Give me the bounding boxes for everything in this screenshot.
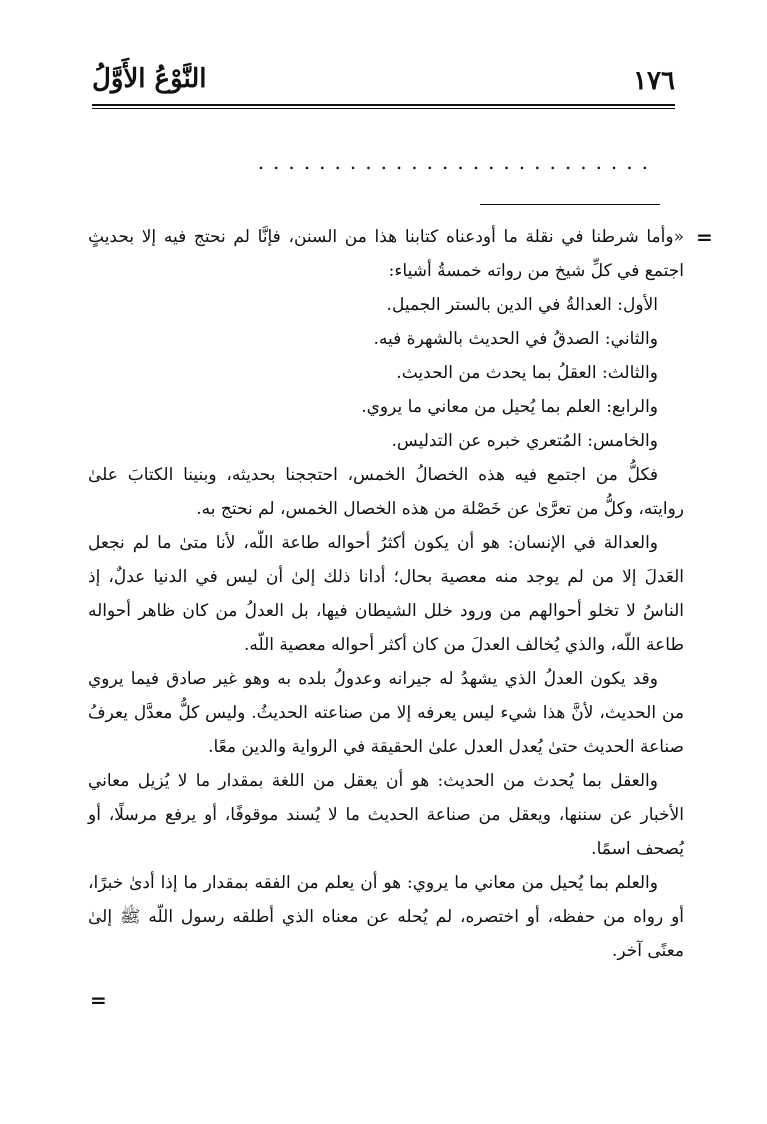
- paragraph: والعدالة في الإنسان: هو أن يكون أكثرُ أحواله طاعة اللّه، لأنا متىٰ ما لم نجعل العَدلَ إلا من لم يوجد منه معصية بحال؛ أدانا ذلك إلىٰ أن ليس في الدنيا عدلٌ، إذ الناسُ لا تخلو أحوالهم من ورود خلل الشيطان فيها، بل العدلُ من كان ظاهر أحواله طاعة اللّه، والذي يُخالف العدلَ من كان أكثر أحواله معصية اللّه.: [88, 533, 684, 655]
- page-header: [92, 58, 675, 106]
- list-item: والرابع: العلم بما يُحيل من معاني ما يروي.: [361, 397, 658, 417]
- chapter-title: النَّوْعُ الأَوَّلُ: [92, 64, 207, 94]
- list-item: والثالث: العقلُ بما يحدث من الحديث.: [396, 363, 658, 383]
- list-item: الأول: العدالةُ في الدين بالستر الجميل.: [386, 295, 658, 315]
- continuation-marker-end: =: [90, 988, 107, 1012]
- page-number: ١٧٦: [633, 66, 675, 96]
- footnote-separator: [480, 204, 660, 205]
- header-rule: [92, 104, 675, 106]
- omission-dots: ..........................: [257, 150, 657, 174]
- continuation-marker-start: =: [696, 225, 713, 249]
- list-item: والخامس: المُتعري خبره عن التدليس.: [391, 431, 658, 451]
- paragraph: والعقل بما يُحدث من الحديث: هو أن يعقل من اللغة بمقدار ما لا يُزيل معاني الأخبار عن سننها، ويعقل من صناعة الحديث ما لا يُسند موقوفًا، أو يرفع مرسلًا، أو يُصحف اسمًا.: [88, 771, 684, 859]
- body-text: [88, 220, 684, 968]
- paragraph: والعلم بما يُحيل من معاني ما يروي: هو أن يعلم من الفقه بمقدار ما إذا أدىٰ خبرًا، أو رواه من حفظه، أو اختصره، لم يُحله عن معناه الذي أطلقه رسول اللّه ﷺ إلىٰ معنًى آخر.: [88, 873, 684, 961]
- paragraph: وقد يكون العدلُ الذي يشهدُ له جيرانه وعدولُ بلده به وهو غير صادق فيما يروي من الحديث، لأنَّ هذا شيء ليس يعرفه إلا من صناعته الحديثُ. وليس كلُّ معدَّل يعرفُ صناعة الحديث حتىٰ يُعدل العدل علىٰ الحقيقة في الرواية والدين معًا.: [88, 669, 684, 757]
- list-item: والثاني: الصدقُ في الحديث بالشهرة فيه.: [373, 329, 658, 349]
- paragraph: «وأما شرطنا في نقلة ما أودعناه كتابنا هذا من السنن، فإنَّا لم نحتج فيه إلا بحديثٍ اجتمع في كلِّ شيخ من رواته خمسةُ أشياء:: [88, 227, 684, 281]
- paragraph: فكلُّ من اجتمع فيه هذه الخصالُ الخمس، احتججنا بحديثه، وبنينا الكتابَ علىٰ روايته، وكلُّ من تعرَّىٰ عن خَصْلة من هذه الخصال الخمس، لم نحتج به.: [88, 465, 684, 519]
- header-rule-thin: [92, 108, 675, 109]
